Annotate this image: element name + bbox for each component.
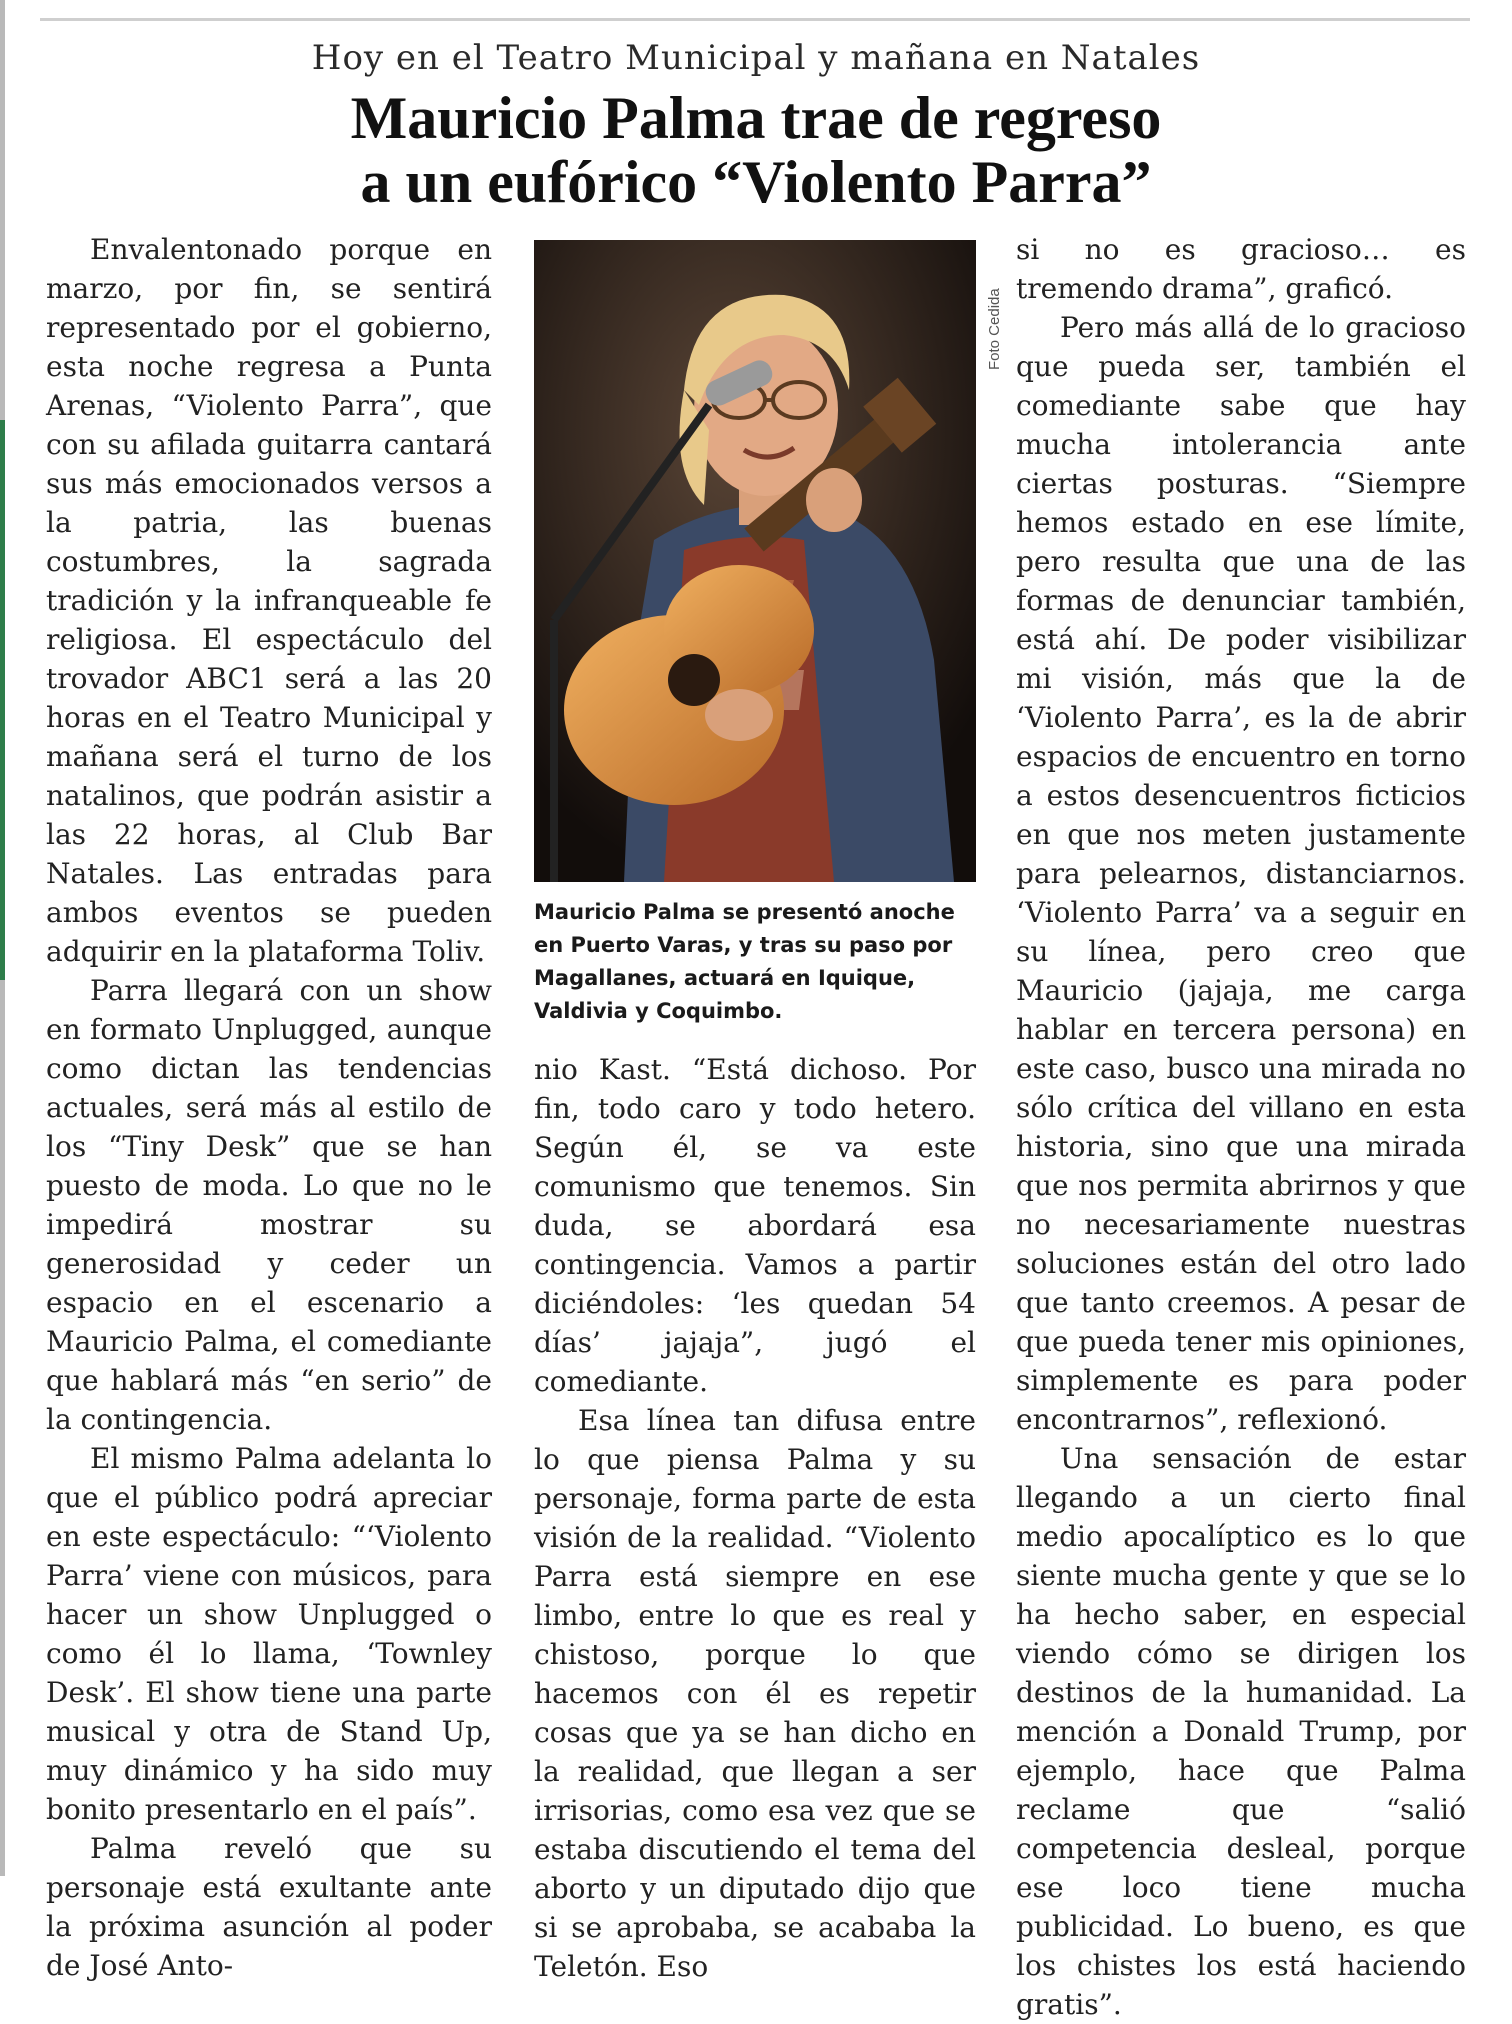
paragraph: El mismo Palma adelanta lo que el público podrá apreciar en este espectáculo: “‘Violento Parra’ viene con músicos, para hacer un show Unplugged o como él lo llama, ‘Townley Desk’. El show tiene una parte musical y otra de Stand Up, muy dinámico y ha sido muy bonito presentarlo en el país”. <box>46 1442 492 1826</box>
paragraph: Parra llegará con un show en formato Unplugged, aunque como dictan las tendencias actuales, será más al estilo de los “Tiny Desk” que se han puesto de moda. Lo que no le impedirá mostrar su generosidad y ceder un espacio en el escenario a Mauricio Palma, el comediante que hablará más “en serio” de la contingencia. <box>46 974 492 1436</box>
paragraph: Una sensación de estar llegando a un cierto final medio apocalíptico es lo que siente mucha gente y que se lo ha hecho saber, en especial viendo cómo se dirigen los destinos de la humanidad. La mención a Donald Trump, por ejemplo, hace que Palma reclame que “salió competencia desleal, porque ese loco tiene mucha publicidad. Lo bueno, es que los chistes los está haciendo gratis”. <box>1016 1442 1466 2021</box>
paragraph: Envalentonado porque en marzo, por fin, se sentirá representado por el gobierno, esta noche regresa a Punta Arenas, “Violento Parra”, que con su afilada guitarra cantará sus más emocionados versos a la patria, las buenas costumbres, la sagrada tradición y la infranqueable fe religiosa. El espectáculo del trovador ABC1 será a las 20 horas en el Teatro Municipal y mañana será el turno de los natalinos, que podrán asistir a las 22 horas, al Club Bar Natales. Las entradas para ambos eventos se pueden adquirir en la plataforma Toliv. <box>46 233 492 968</box>
headline <box>0 86 1512 214</box>
paragraph: nio Kast. “Está dichoso. Por fin, todo caro y todo hetero. Según él, se va este comunismo que tenemos. Sin duda, se abordará esa contingencia. Vamos a partir diciéndoles: ‘les quedan 54 días’ jajaja”, jugó el comediante. <box>534 1053 976 1398</box>
column-1 <box>46 230 492 1985</box>
page-edge-accent <box>0 420 5 980</box>
performer-with-guitar-photo <box>534 240 976 882</box>
column-2 <box>534 1050 976 1986</box>
paragraph: si no es gracioso… es tremendo drama”, graficó. <box>1016 233 1466 305</box>
top-rule <box>40 18 1470 21</box>
paragraph: Palma reveló que su personaje está exultante ante la próxima asunción al poder de José Anto- <box>46 1832 492 1982</box>
paragraph: Esa línea tan difusa entre lo que piensa Palma y su personaje, forma parte de esta visión de la realidad. “Violento Parra está siempre en ese limbo, entre lo que es real y chistoso, porque lo que hacemos con él es repetir cosas que ya se han dicho en la realidad, que llegan a ser irrisorias, como esa vez que se estaba discutiendo el tema del aborto y un diputado dijo que si se aprobaba, se acababa la Teletón. Eso <box>534 1404 976 1983</box>
paragraph: Pero más allá de lo gracioso que pueda ser, también el comediante sabe que hay mucha intolerancia ante ciertas posturas. “Siempre hemos estado en ese límite, pero resulta que una de las formas de denunciar también, está ahí. De poder visibilizar mi visión, más que la de ‘Violento Parra’, es la de abrir espacios de encuentro en torno a estos desencuentros ficticios en que nos meten justamente para pelearnos, distanciarnos. ‘Violento Parra’ va a seguir en su línea, pero creo que Mauricio (jajaja, me carga hablar en tercera persona) en este caso, busco una mirada no sólo crítica del villano en esta historia, sino que una mirada que nos permita abrirnos y que no necesariamente nuestras soluciones están del otro lado que tanto creemos. A pesar de que pueda tener mis opiniones, simplemente es para poder encontrarnos”, reflexionó. <box>1016 311 1466 1436</box>
headline-line-1: Mauricio Palma trae de regreso <box>350 85 1162 151</box>
headline-line-2: a un eufórico “Violento Parra” <box>360 149 1152 215</box>
column-3 <box>1016 230 1466 2024</box>
photo-caption: Mauricio Palma se presentó anoche en Puerto Varas, y tras su paso por Magallanes, actuará en Iquique, Valdivia y Coquimbo. <box>534 900 955 1023</box>
kicker: Hoy en el Teatro Municipal y mañana en Natales <box>311 38 1201 78</box>
photo-credit: Foto Cedida <box>986 288 1003 370</box>
